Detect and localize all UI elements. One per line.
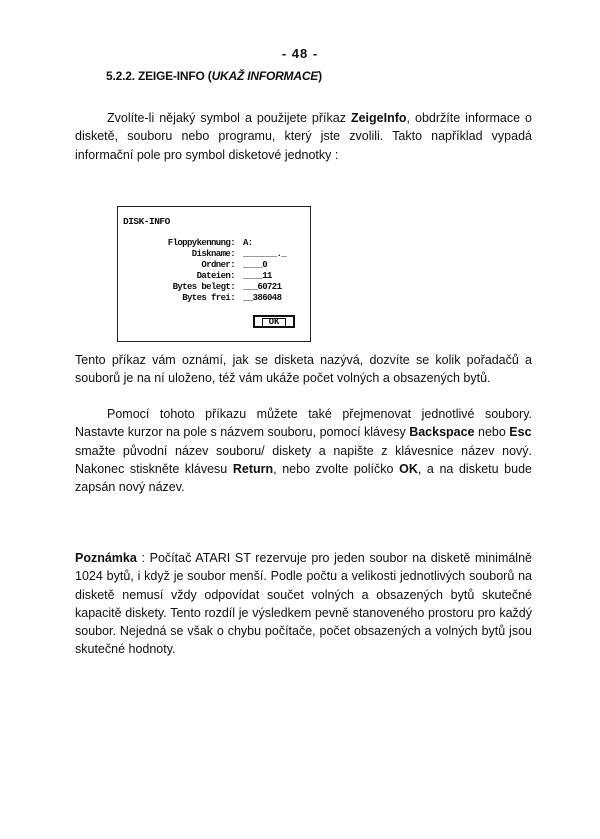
dialog-value: ____0 xyxy=(243,260,268,270)
dialog-value: ____11 xyxy=(243,271,272,281)
para3-bold-esc: Esc xyxy=(509,425,532,440)
dialog-row xyxy=(118,260,310,271)
dialog-label: Dateien: xyxy=(196,271,235,281)
para1-text-2: , obdržíte informace o disketě, souboru nebo programu, který jste zvolili. Takto například vypadá informační pole pro symbol disketové jednotky : xyxy=(75,111,532,162)
dialog-row xyxy=(118,249,310,260)
para3-bold-ok: OK xyxy=(399,461,418,476)
dialog-label: Diskname: xyxy=(191,249,235,259)
dialog-row xyxy=(118,282,310,293)
paragraph-description: Tento příkaz vám oznámí, jak se disketa nazývá, dozvíte se kolik pořadačů a souborů je na ní uloženo, též vám ukáže počet volných a obsazených bytů. xyxy=(75,353,532,386)
dialog-label: Bytes belegt: xyxy=(172,282,235,292)
heading-suffix: ) xyxy=(318,69,322,83)
ok-button[interactable] xyxy=(253,315,295,328)
para3-text-5: , a na disketu bude zapsán nový název. xyxy=(75,461,532,495)
page-number: - 48 - xyxy=(281,46,319,61)
section-heading xyxy=(106,69,322,83)
para3-bold-backspace: Backspace xyxy=(409,425,475,440)
para3-bold-return: Return xyxy=(232,461,274,476)
dialog-value: ___60721 xyxy=(243,282,282,292)
dialog-row xyxy=(118,238,310,249)
ok-button-label: OK xyxy=(262,318,287,327)
para1-text-1: Zvolíte-li nějaký symbol a použijete příkaz xyxy=(107,111,351,125)
dialog-label: Bytes frei: xyxy=(182,293,235,303)
para3-text-2: nebo xyxy=(474,425,510,440)
dialog-value: A: xyxy=(243,238,253,248)
para3-text-1: Pomocí tohoto příkazu můžete také přejmenovat jednotlivé soubory. Nastavte kurzor na pole s názvem souboru, pomocí klávesy xyxy=(75,407,532,440)
diskname-field[interactable]: _______._ xyxy=(243,249,287,259)
dialog-rows xyxy=(118,238,310,304)
paragraph-intro xyxy=(75,109,532,164)
paragraph-rename xyxy=(75,405,532,496)
dialog-row xyxy=(118,293,310,304)
disk-info-dialog xyxy=(117,206,311,342)
dialog-label: Ordner: xyxy=(201,260,235,270)
dialog-label: Floppykennung: xyxy=(167,238,235,248)
dialog-title: DISK-INFO xyxy=(123,216,170,227)
heading-prefix: 5.2.2. ZEIGE-INFO ( xyxy=(106,69,212,83)
para3-text-4: , nebo zvolte políčko xyxy=(273,461,400,476)
note-label: Poznámka xyxy=(75,551,137,565)
paragraph-note xyxy=(75,549,532,659)
dialog-row xyxy=(118,271,310,282)
para1-bold-command: ZeigeInfo xyxy=(350,111,407,125)
dialog-value: __386048 xyxy=(243,293,282,303)
para3-text-3: smažte původní název souboru/ diskety a napište z klávesnice název nový. Nakonec stiskněte klávesu xyxy=(75,443,532,476)
heading-italic: UKAŽ INFORMACE xyxy=(211,69,319,83)
note-text: : Počítač ATARI ST rezervuje pro jeden soubor na disketě minimálně 1024 bytů, i když je soubor menší. Podle počtu a velikosti jednotlivých souborů na disketě nemusí vždy odpovídat součet volných a obsazených bytů skutečné kapacitě diskety. Tento rozdíl je výsledkem pevně stanoveného prostoru pro každý soubor. Nejedná se však o chybu počítače, počet obsazených a volných bytů jsou skutečné hodnoty. xyxy=(75,551,532,657)
